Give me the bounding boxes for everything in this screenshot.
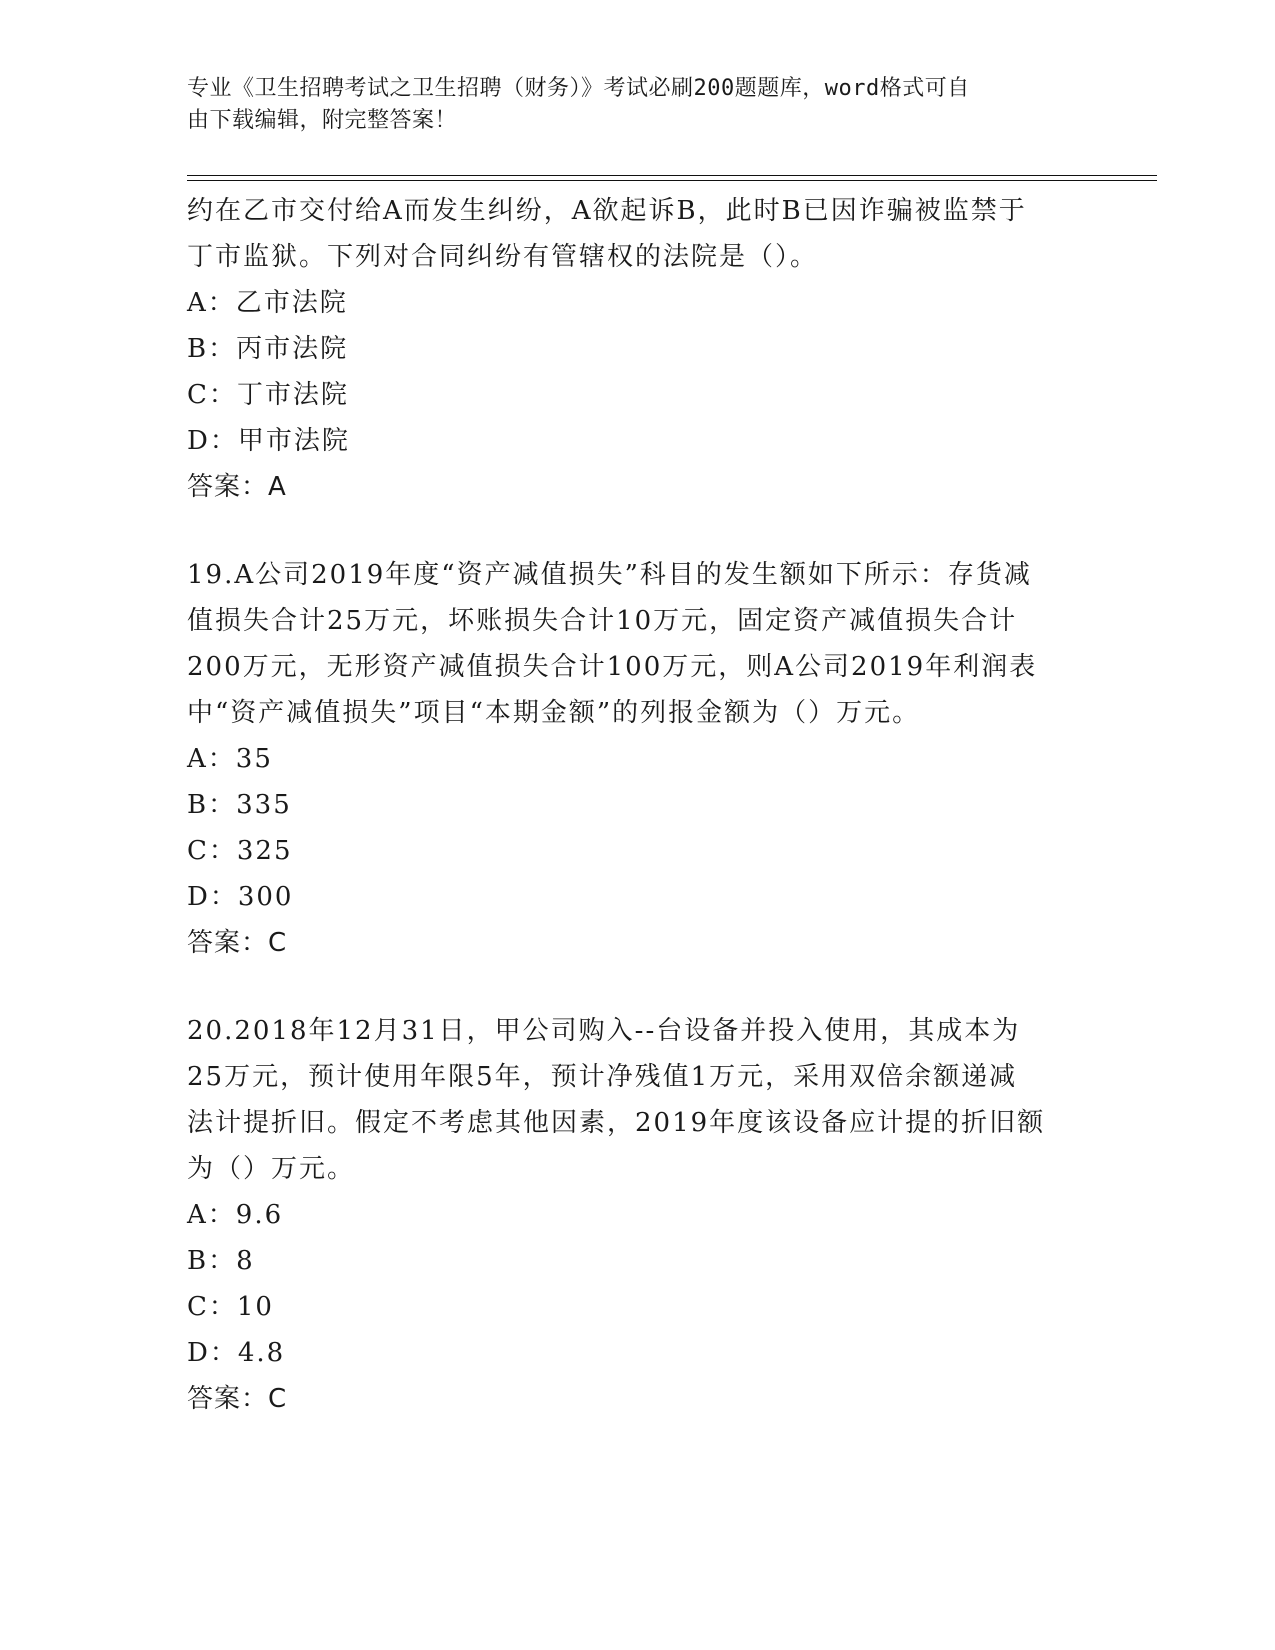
question-block (187, 552, 1087, 966)
option-a: A：9.6 (187, 1200, 284, 1230)
question-stem-line: 19.A公司2019年度“资产减值损失”科目的发生额如下所示：存货减 (187, 560, 1032, 590)
question-list (187, 188, 1087, 1422)
question-stem-line: 为（）万元。 (187, 1154, 356, 1184)
question-stem-line: 法计提折旧。假定不考虑其他因素，2019年度该设备应计提的折旧额 (187, 1108, 1046, 1138)
question-stem-line: 约在乙市交付给A而发生纠纷，A欲起诉B，此时B已因诈骗被监禁于 (187, 196, 1027, 226)
answer-line: 答案：A (187, 472, 287, 502)
header-divider-top (187, 175, 1157, 176)
question-stem-line: 20.2018年12月31日，甲公司购入--台设备并投入使用，其成本为 (187, 1016, 1021, 1046)
option-b: B：8 (187, 1246, 255, 1276)
answer-line: 答案：C (187, 1384, 288, 1414)
question-stem-line: 25万元，预计使用年限5年，预计净残值1万元，采用双倍余额递减 (187, 1062, 1018, 1092)
option-d: D：4.8 (187, 1338, 286, 1368)
question-block (187, 1008, 1087, 1422)
question-stem-line: 丁市监狱。下列对合同纠纷有管辖权的法院是（）。 (187, 242, 819, 272)
question-stem-line: 200万元，无形资产减值损失合计100万元，则A公司2019年利润表 (187, 652, 1038, 682)
option-a: A：乙市法院 (187, 288, 348, 318)
option-c: C：325 (187, 836, 293, 866)
question-stem-line: 中“资产减值损失”项目“本期金额”的列报金额为（）万元。 (187, 698, 921, 728)
option-c: C：10 (187, 1292, 274, 1322)
option-d: D：甲市法院 (187, 426, 350, 456)
answer-line: 答案：C (187, 928, 288, 958)
document-header (187, 73, 1087, 137)
option-d: D：300 (187, 882, 294, 912)
header-divider-bottom (187, 180, 1157, 181)
question-block (187, 188, 1087, 510)
header-line-1: 专业《卫生招聘考试之卫生招聘（财务）》考试必刷200题题库，word格式可自 (187, 76, 970, 101)
question-stem-line: 值损失合计25万元，坏账损失合计10万元，固定资产减值损失合计 (187, 606, 1018, 636)
option-b: B：丙市法院 (187, 334, 349, 364)
option-a: A：35 (187, 744, 273, 774)
header-line-2: 由下载编辑，附完整答案！ (187, 108, 458, 133)
option-c: C：丁市法院 (187, 380, 349, 410)
option-b: B：335 (187, 790, 292, 820)
